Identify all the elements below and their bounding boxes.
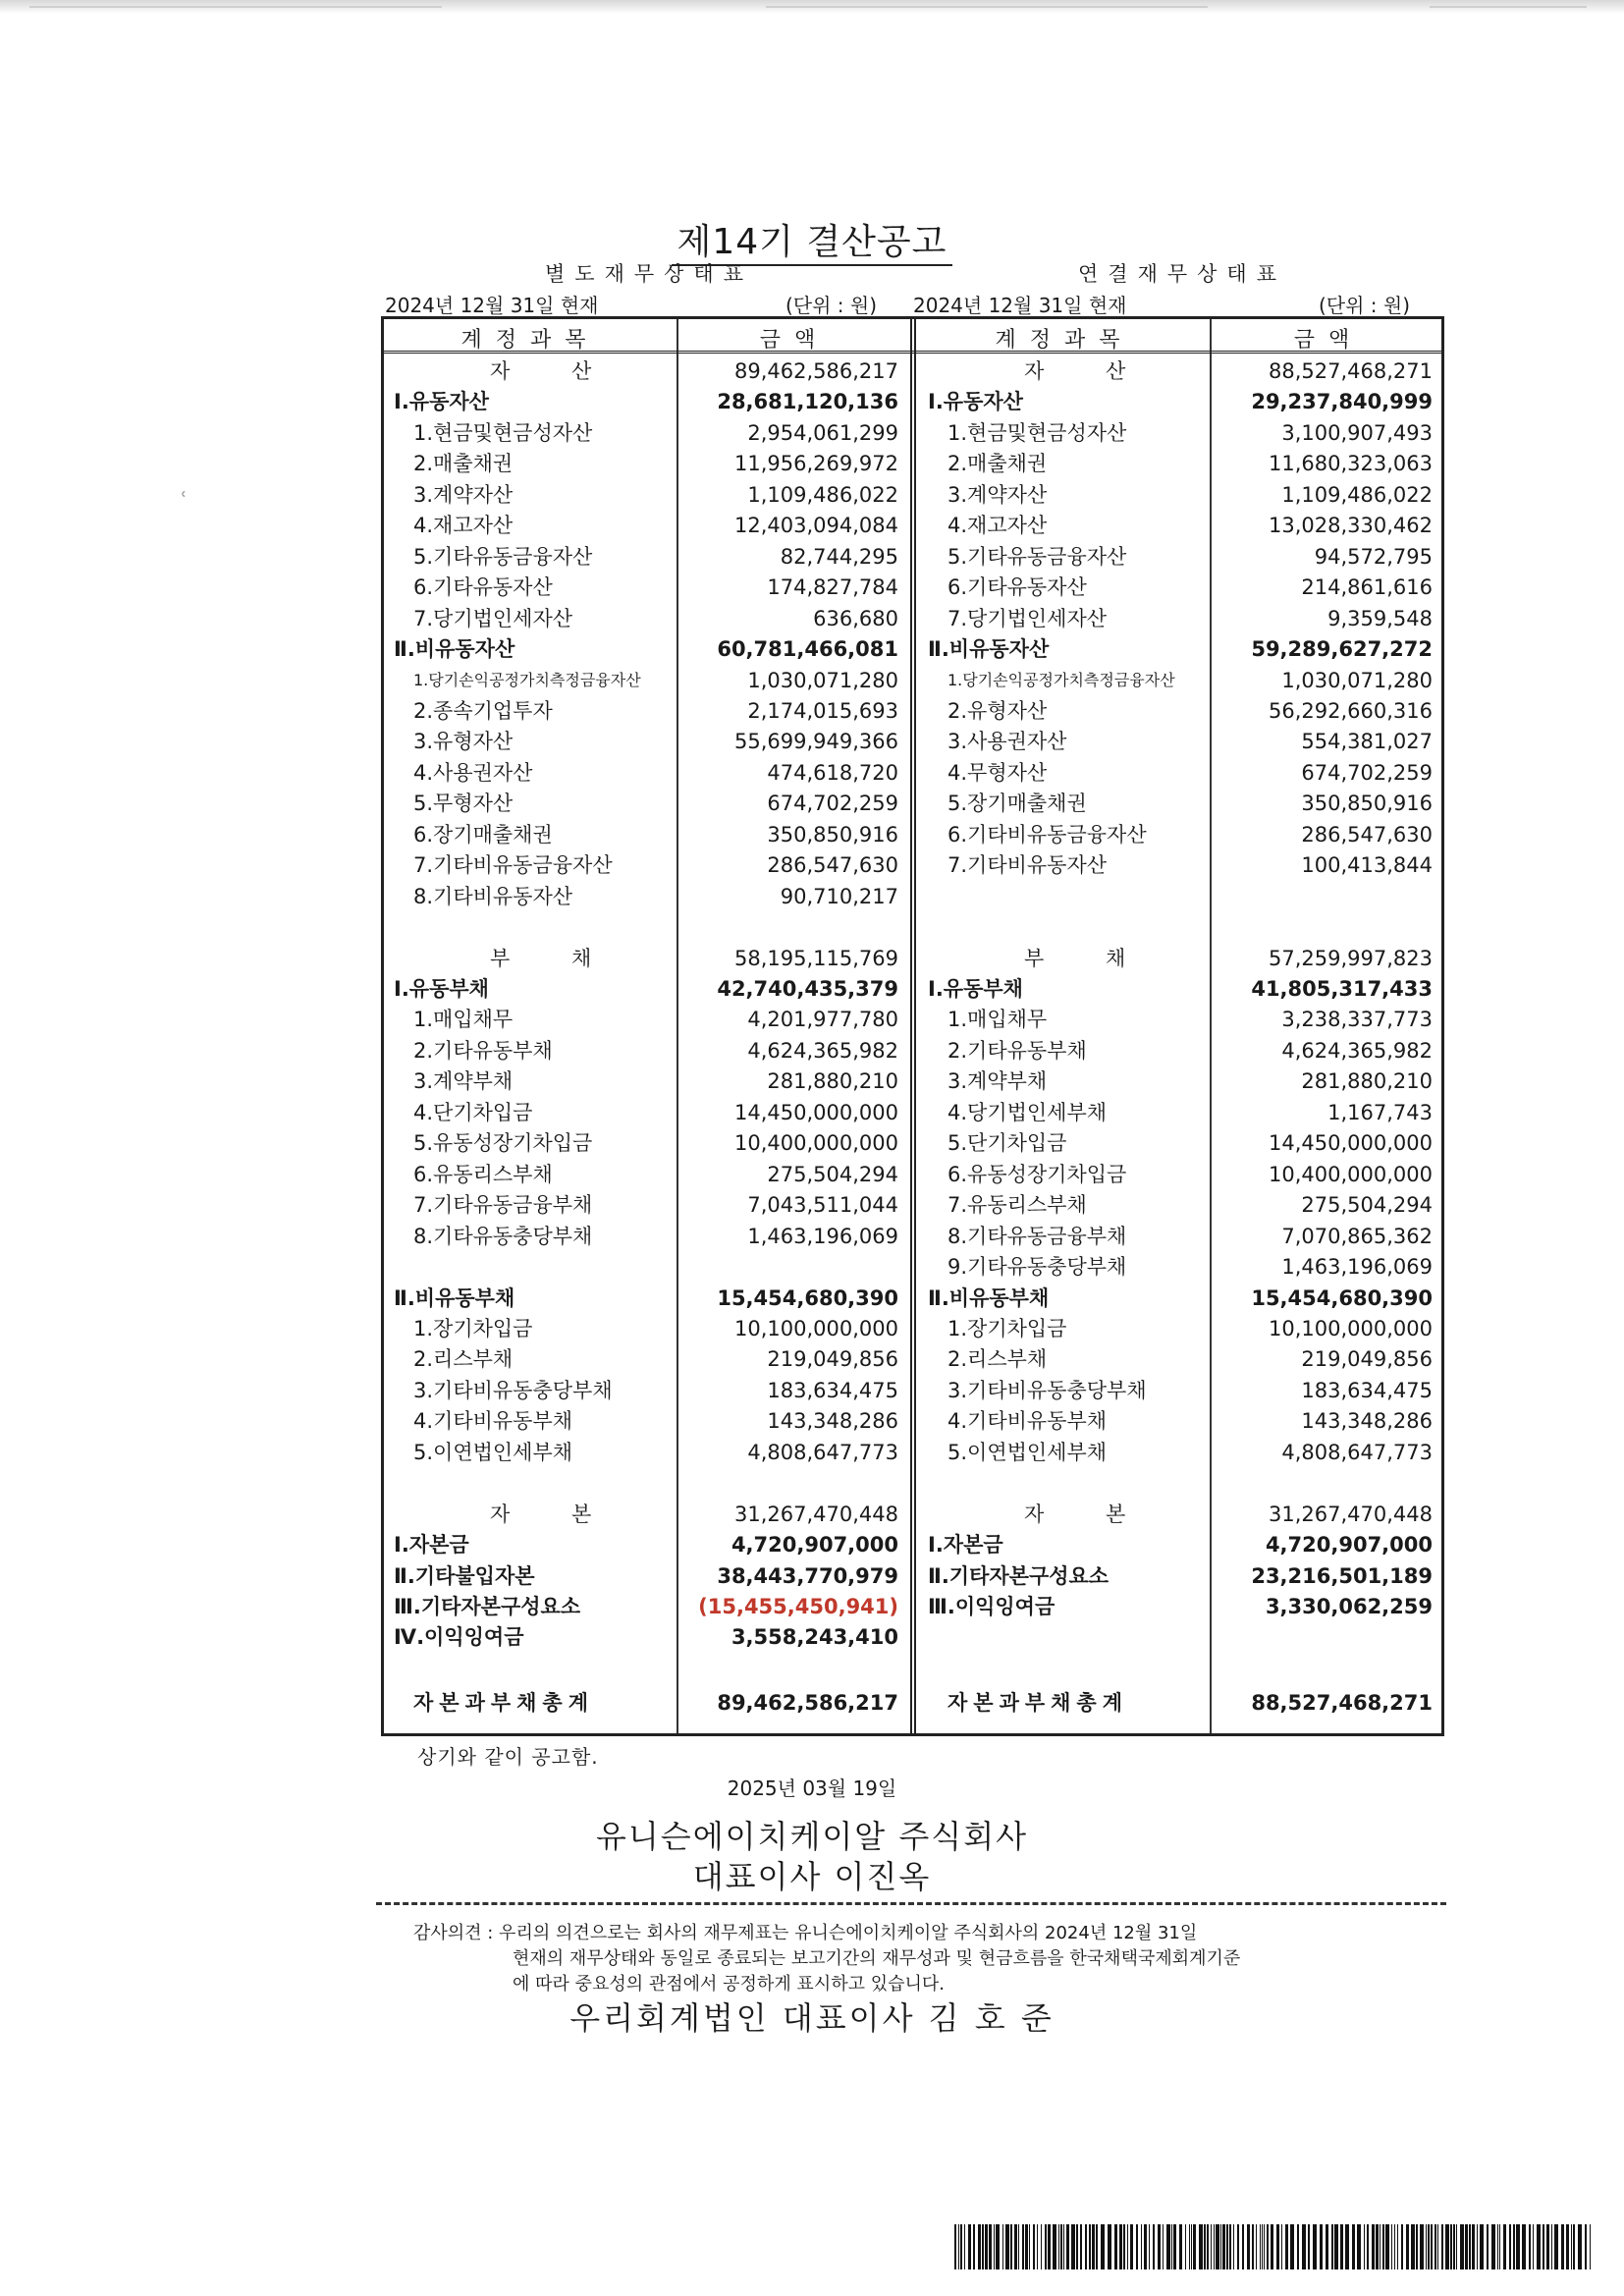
amount-value: 82,744,295 [780, 544, 898, 569]
table-row [926, 1468, 1442, 1498]
amount-value: 1,167,743 [1327, 1100, 1433, 1124]
amount-value: 636,680 [813, 606, 898, 630]
account-name: 5.단기차입금 [947, 1131, 1067, 1156]
account-name: 3.사용권자산 [947, 730, 1067, 754]
account-name: 부 채 [490, 946, 620, 970]
account-name: Ⅰ.유동부채 [394, 977, 489, 1001]
account-name: 4.재고자산 [413, 514, 514, 538]
notice-text: 상기와 같이 공고함. [417, 1745, 599, 1769]
table-row [926, 944, 1442, 973]
table-row [392, 944, 908, 973]
header-account-consolidated: 계정과목 [995, 328, 1134, 353]
table-row [392, 1036, 908, 1066]
table-row [926, 974, 1442, 1004]
table-row [926, 1406, 1442, 1436]
account-name: 4.사용권자산 [413, 760, 533, 785]
account-name: 5.무형자산 [413, 792, 514, 816]
table-row [926, 1005, 1442, 1034]
table-row [392, 1438, 908, 1467]
amount-value: 88,527,468,271 [1269, 359, 1433, 383]
account-name: 2.리스부채 [413, 1347, 514, 1372]
consolidated-total-row [926, 1688, 1442, 1718]
table-row [392, 1592, 908, 1621]
amount-value: 1,030,071,280 [747, 668, 898, 692]
table-row [392, 1005, 908, 1034]
table-row [926, 1066, 1442, 1096]
account-name: 5.기타유동금융자산 [413, 544, 593, 569]
account-name: 6.기타비유동금융자산 [947, 822, 1147, 847]
account-name: Ⅱ.비유동자산 [928, 637, 1050, 662]
table-row [392, 1530, 908, 1559]
amount-value: 281,880,210 [1301, 1069, 1433, 1094]
account-name: 6.유동리스부채 [413, 1162, 553, 1186]
account-name: Ⅳ.이익잉여금 [394, 1625, 524, 1650]
audit-line-1: 감사의견 : 우리의 의견으로는 회사의 재무제표는 유니슨에이치케이알 주식회사의 2024년 12월 31일 [413, 1923, 1198, 1943]
table-row [926, 1098, 1442, 1127]
table-row [926, 758, 1442, 788]
account-name: 3.계약부채 [413, 1069, 514, 1094]
account-name: Ⅰ.유동자산 [928, 390, 1023, 414]
account-name: 4.무형자산 [947, 760, 1048, 785]
consolidated-date: 2024년 12월 31일 현재 [913, 294, 1127, 317]
total-amount: 89,462,586,217 [717, 1691, 898, 1715]
account-name: 2.리스부채 [947, 1347, 1048, 1372]
account-name: 7.당기법인세자산 [947, 606, 1108, 630]
table-row [392, 1500, 908, 1529]
table-row [926, 604, 1442, 633]
barcode-image [954, 2224, 1591, 2269]
account-name: 3.계약자산 [413, 482, 514, 507]
table-row [392, 1406, 908, 1436]
account-name: Ⅰ.유동부채 [928, 977, 1023, 1001]
account-name: 6.유동성장기차입금 [947, 1162, 1127, 1186]
account-name: Ⅱ.비유동자산 [394, 637, 515, 662]
table-row [926, 1160, 1442, 1189]
table-row [392, 604, 908, 633]
account-name: 1.당기손익공정가치측정금융자산 [947, 670, 1175, 689]
account-name: 2.매출채권 [947, 452, 1048, 476]
table-row [392, 1468, 908, 1498]
amount-value: 281,880,210 [767, 1069, 898, 1094]
account-name: 5.이연법인세부채 [413, 1440, 573, 1464]
table-row [926, 1500, 1442, 1529]
table-row [392, 1128, 908, 1158]
account-name: 6.기타유동자산 [947, 575, 1087, 600]
scan-artifact [766, 6, 1208, 8]
total-label: 자본과부채총계 [947, 1691, 1129, 1715]
amount-value: 674,702,259 [1301, 760, 1433, 785]
separate-total-row [392, 1688, 908, 1718]
amount-value: 474,618,720 [767, 760, 898, 785]
account-name: 9.기타유동충당부채 [947, 1255, 1127, 1280]
table-row [392, 820, 908, 849]
table-row [392, 1344, 908, 1374]
separate-unit: (단위 : 원) [785, 294, 878, 317]
account-name: 8.기타유동금융부채 [947, 1224, 1127, 1248]
account-name: 1.현금및현금성자산 [413, 420, 593, 445]
amount-value: 219,049,856 [767, 1347, 898, 1372]
amount-value: 4,624,365,982 [747, 1038, 898, 1063]
table-row [926, 1036, 1442, 1066]
table-row [926, 418, 1442, 448]
account-name: 1.매입채무 [413, 1008, 514, 1032]
total-label: 자본과부채총계 [413, 1691, 595, 1715]
account-name: 2.기타유동부채 [413, 1038, 553, 1063]
table-row [392, 912, 908, 942]
amount-value: 10,400,000,000 [734, 1131, 898, 1156]
account-name: 4.기타비유동부채 [413, 1409, 573, 1434]
account-name: 7.기타비유동자산 [947, 853, 1108, 878]
table-row [392, 449, 908, 478]
account-name: 2.유형자산 [947, 698, 1048, 723]
account-name: Ⅱ.기타자본구성요소 [928, 1563, 1110, 1588]
amount-value: 286,547,630 [767, 853, 898, 878]
account-name: 7.기타유동금융부채 [413, 1193, 593, 1218]
ceo-name: 대표이사 이진옥 [692, 1858, 932, 1895]
account-name: 6.장기매출채권 [413, 822, 553, 847]
account-name: 1.현금및현금성자산 [947, 420, 1127, 445]
table-row [926, 789, 1442, 818]
account-name: 4.단기차입금 [413, 1100, 533, 1124]
table-row [926, 912, 1442, 942]
table-row [392, 542, 908, 572]
table-row [392, 356, 908, 386]
account-name: 1.당기손익공정가치측정금융자산 [413, 670, 641, 689]
table-row [392, 758, 908, 788]
amount-value: (15,455,450,941) [698, 1595, 898, 1618]
table-row [926, 1252, 1442, 1282]
amount-value: 4,201,977,780 [747, 1008, 898, 1032]
amount-value: 275,504,294 [1301, 1193, 1433, 1218]
table-row [926, 1222, 1442, 1251]
amount-value: 31,267,470,448 [734, 1502, 898, 1526]
amount-value: 13,028,330,462 [1269, 514, 1433, 538]
table-row [926, 727, 1442, 756]
account-name: 8.기타비유동자산 [413, 884, 573, 908]
account-name: 7.기타비유동금융자산 [413, 853, 613, 878]
table-row [926, 1530, 1442, 1559]
table-row [926, 1128, 1442, 1158]
audit-line-3: 에 따라 중요성의 관점에서 공정하게 표시하고 있습니다. [513, 1974, 945, 1995]
account-name: Ⅰ.유동자산 [394, 390, 489, 414]
amount-value: 183,634,475 [1301, 1378, 1433, 1402]
account-name: Ⅱ.비유동부채 [928, 1285, 1050, 1310]
table-row [392, 789, 908, 818]
amount-value: 41,805,317,433 [1251, 977, 1433, 1001]
table-row [926, 449, 1442, 478]
amount-value: 275,504,294 [767, 1162, 898, 1186]
table-row [926, 573, 1442, 602]
amount-value: 9,359,548 [1327, 606, 1433, 630]
table-row [926, 696, 1442, 726]
table-row [926, 356, 1442, 386]
amount-value: 89,462,586,217 [734, 359, 898, 383]
amount-value: 3,558,243,410 [731, 1625, 898, 1650]
account-name: 7.당기법인세자산 [413, 606, 573, 630]
table-row [392, 1314, 908, 1343]
amount-value: 2,174,015,693 [747, 698, 898, 723]
table-row [392, 1252, 908, 1282]
table-row [926, 1284, 1442, 1313]
amount-value: 286,547,630 [1301, 822, 1433, 847]
account-name: 1.매입채무 [947, 1008, 1048, 1032]
amount-value: 4,720,907,000 [1265, 1533, 1433, 1558]
account-name: Ⅲ.이익잉여금 [928, 1595, 1056, 1618]
amount-value: 350,850,916 [1301, 792, 1433, 816]
amount-value: 3,330,062,259 [1265, 1595, 1433, 1618]
amount-value: 4,808,647,773 [747, 1440, 898, 1464]
amount-value: 55,699,949,366 [734, 730, 898, 754]
scan-artifact [1430, 6, 1587, 8]
table-row [926, 511, 1442, 540]
amount-value: 94,572,795 [1314, 544, 1433, 569]
amount-value: 38,443,770,979 [717, 1563, 898, 1588]
account-name: 5.장기매출채권 [947, 792, 1087, 816]
account-name: 2.매출채권 [413, 452, 514, 476]
table-row [392, 511, 908, 540]
amount-value: 56,292,660,316 [1269, 698, 1433, 723]
account-name: 자 본 [490, 1502, 620, 1526]
amount-value: 674,702,259 [767, 792, 898, 816]
table-row [392, 727, 908, 756]
table-header [384, 319, 1441, 354]
table-row [926, 1376, 1442, 1405]
table-row [926, 882, 1442, 911]
amount-value: 1,030,071,280 [1281, 668, 1433, 692]
table-row [392, 1190, 908, 1220]
account-name: 4.재고자산 [947, 514, 1048, 538]
page-title: 제14기 결산공고 [0, 214, 1624, 264]
account-name: Ⅰ.자본금 [928, 1533, 1003, 1558]
amount-value: 15,454,680,390 [717, 1285, 898, 1310]
amount-value: 58,195,115,769 [734, 946, 898, 970]
amount-value: 10,100,000,000 [1269, 1316, 1433, 1340]
account-name: 1.장기차입금 [947, 1316, 1067, 1340]
amount-value: 7,043,511,044 [747, 1193, 898, 1218]
account-name: 3.계약자산 [947, 482, 1048, 507]
amount-value: 2,954,061,299 [747, 420, 898, 445]
table-row [392, 1222, 908, 1251]
table-row [926, 666, 1442, 695]
account-name: 3.유형자산 [413, 730, 514, 754]
account-name: 5.유동성장기차입금 [413, 1131, 593, 1156]
account-name: 1.장기차입금 [413, 1316, 533, 1340]
account-name: Ⅱ.기타불입자본 [394, 1563, 535, 1588]
amount-value: 143,348,286 [1301, 1409, 1433, 1434]
amount-value: 1,109,486,022 [1281, 482, 1433, 507]
account-name: 자 산 [1024, 359, 1154, 383]
separate-date: 2024년 12월 31일 현재 [385, 294, 599, 317]
consolidated-unit: (단위 : 원) [1319, 294, 1411, 317]
account-name: 6.기타유동자산 [413, 575, 553, 600]
amount-value: 143,348,286 [767, 1409, 898, 1434]
account-name: 5.이연법인세부채 [947, 1440, 1108, 1464]
account-name: 5.기타유동금융자산 [947, 544, 1127, 569]
table-row [392, 387, 908, 416]
amount-value: 174,827,784 [767, 575, 898, 600]
consolidated-statement-title: 연결재무상태표 [1078, 262, 1287, 286]
announce-date: 2025년 03월 19일 [727, 1777, 897, 1800]
table-row [392, 634, 908, 664]
amount-value: 100,413,844 [1301, 853, 1433, 878]
amount-value: 59,289,627,272 [1251, 637, 1433, 662]
table-row [926, 1344, 1442, 1374]
account-name: 2.기타유동부채 [947, 1038, 1087, 1063]
table-row [392, 666, 908, 695]
amount-value: 10,400,000,000 [1269, 1162, 1433, 1186]
table-row [926, 1438, 1442, 1467]
amount-value: 183,634,475 [767, 1378, 898, 1402]
table-row [392, 850, 908, 880]
account-name: 4.기타비유동부채 [947, 1409, 1108, 1434]
amount-value: 7,070,865,362 [1281, 1224, 1433, 1248]
table-row [926, 480, 1442, 510]
balance-sheet-table [381, 316, 1444, 1736]
table-row [392, 696, 908, 726]
table-row [392, 418, 908, 448]
audit-line-2: 현재의 재무상태와 동일로 종료되는 보고기간의 재무성과 및 현금흐름을 한국채택국제회계기준 [513, 1948, 1241, 1969]
account-name: 자 산 [490, 359, 620, 383]
table-row [392, 1376, 908, 1405]
table-row [392, 1622, 908, 1652]
dashed-separator [376, 1902, 1446, 1905]
amount-value: 15,454,680,390 [1251, 1285, 1433, 1310]
table-row [926, 634, 1442, 664]
amount-value: 3,100,907,493 [1281, 420, 1433, 445]
amount-value: 60,781,466,081 [717, 637, 898, 662]
header-account-separate: 계정과목 [460, 328, 600, 353]
account-name: 7.유동리스부채 [947, 1193, 1087, 1218]
table-row [392, 1066, 908, 1096]
table-row [926, 1314, 1442, 1343]
account-name: 3.계약부채 [947, 1069, 1048, 1094]
scan-speck: ʿ [181, 489, 188, 514]
amount-value: 29,237,840,999 [1251, 390, 1433, 414]
table-row [392, 480, 908, 510]
scan-artifact [29, 6, 442, 8]
amount-value: 28,681,120,136 [717, 390, 898, 414]
account-name: Ⅲ.기타자본구성요소 [394, 1595, 581, 1618]
amount-value: 31,267,470,448 [1269, 1502, 1433, 1526]
account-name: Ⅰ.자본금 [394, 1533, 469, 1558]
header-amount-consolidated: 금액 [1293, 328, 1364, 353]
table-row [926, 1190, 1442, 1220]
account-name: 부 채 [1024, 946, 1154, 970]
amount-value: 90,710,217 [780, 884, 898, 908]
amount-value: 11,956,269,972 [734, 452, 898, 476]
amount-value: 554,381,027 [1301, 730, 1433, 754]
header-amount-separate: 금액 [759, 328, 830, 353]
account-name: 4.당기법인세부채 [947, 1100, 1108, 1124]
amount-value: 10,100,000,000 [734, 1316, 898, 1340]
center-divider [910, 319, 916, 1733]
account-name: 3.기타비유동충당부채 [413, 1378, 613, 1402]
table-row [926, 542, 1442, 572]
account-name: 8.기타유동충당부채 [413, 1224, 593, 1248]
amount-value: 57,259,997,823 [1269, 946, 1433, 970]
table-row [926, 1561, 1442, 1591]
table-row [392, 1098, 908, 1127]
amount-value: 12,403,094,084 [734, 514, 898, 538]
amount-value: 4,720,907,000 [731, 1533, 898, 1558]
account-name: 자 본 [1024, 1502, 1154, 1526]
table-row [392, 1561, 908, 1591]
separate-statement-title: 별도재무상태표 [545, 262, 754, 286]
amount-value: 1,463,196,069 [747, 1224, 898, 1248]
amount-value: 3,238,337,773 [1281, 1008, 1433, 1032]
amount-value: 11,680,323,063 [1269, 452, 1433, 476]
amount-value: 14,450,000,000 [1269, 1131, 1433, 1156]
table-row [392, 974, 908, 1004]
table-row [926, 820, 1442, 849]
amount-value: 14,450,000,000 [734, 1100, 898, 1124]
amount-value: 1,109,486,022 [747, 482, 898, 507]
account-name: Ⅱ.비유동부채 [394, 1285, 515, 1310]
account-name: 3.기타비유동충당부채 [947, 1378, 1147, 1402]
table-row [392, 573, 908, 602]
company-name: 유니슨에이치케이알 주식회사 [595, 1818, 1029, 1855]
table-row [926, 850, 1442, 880]
amount-value: 4,624,365,982 [1281, 1038, 1433, 1063]
total-amount: 88,527,468,271 [1251, 1691, 1433, 1715]
auditor-name: 우리회계법인 대표이사 김 호 준 [569, 1999, 1055, 2037]
amount-value: 4,808,647,773 [1281, 1440, 1433, 1464]
table-row [392, 882, 908, 911]
table-row [926, 387, 1442, 416]
amount-value: 350,850,916 [767, 822, 898, 847]
amount-value: 219,049,856 [1301, 1347, 1433, 1372]
account-name: 2.종속기업투자 [413, 698, 553, 723]
amount-value: 42,740,435,379 [717, 977, 898, 1001]
amount-value: 214,861,616 [1301, 575, 1433, 600]
table-row [392, 1160, 908, 1189]
amount-value: 1,463,196,069 [1281, 1255, 1433, 1280]
table-row [392, 1284, 908, 1313]
table-row [926, 1592, 1442, 1621]
amount-value: 23,216,501,189 [1251, 1563, 1433, 1588]
